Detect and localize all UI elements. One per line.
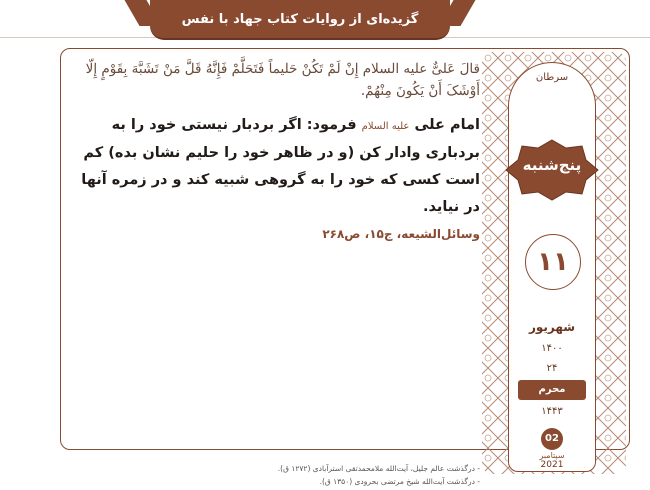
persian-translation [78,112,480,221]
gregorian-day: 02 [541,428,563,450]
persian-prefix: امام علی [414,117,480,133]
gregorian-month: سپتامبر [539,451,565,460]
date-sidebar [478,48,630,478]
solar-year: ۱۴۰۰ [541,343,563,354]
hadith-content [78,58,480,241]
honorific: عليه السلام [361,121,410,132]
footnote-item: - درگذشت عالم جلیل، آیت‌الله ملامحمدتقی استرآبادی (۱۲۷۲ ق). [277,464,480,473]
lunar-year: ۱۴۴۳ [541,406,563,417]
weekday-label: پنج‌شنبه [522,156,582,174]
lunar-month: محرم [518,380,586,400]
footnotes [220,462,480,488]
solar-month: شهریور [528,320,576,334]
subject-label: سرطان [535,72,569,83]
arabic-hadith: قالَ عَلیٌّ عليه السلام إِنْ لَمْ تَکُنْ حَلیماً فَتَحَلَّمْ فَإِنَّهُ قَلَّ مَنْ تَشَبَّهَ بِقَوْمٍ إِلّا أَوْشَکَ أَنْ یَکُونَ مِنْهُمْ. [85,61,480,99]
persian-body: فرمود: اگر بردبار نیستی خود را به بردباری وادار کن (و در ظاهر خود را حلیم نشان بده) کم است کسی که خود را به گروهی شبیه کند و در زمره آنها در نیاید. [81,117,480,215]
hadith-source: وسائل‌الشیعه، ج۱۵، ص۲۶۸ [322,227,480,241]
footnote-item: - درگذشت آیت‌الله شیخ مرتضی بحرودی (۱۳۵۰ ق). [319,477,480,486]
header-title: گزیده‌ای از روایات کتاب جهاد با نفس [150,0,450,40]
day-number: ۱۱ [525,234,581,290]
gregorian-year: 2021 [540,460,564,470]
solar-day: ۲۴ [546,363,558,374]
